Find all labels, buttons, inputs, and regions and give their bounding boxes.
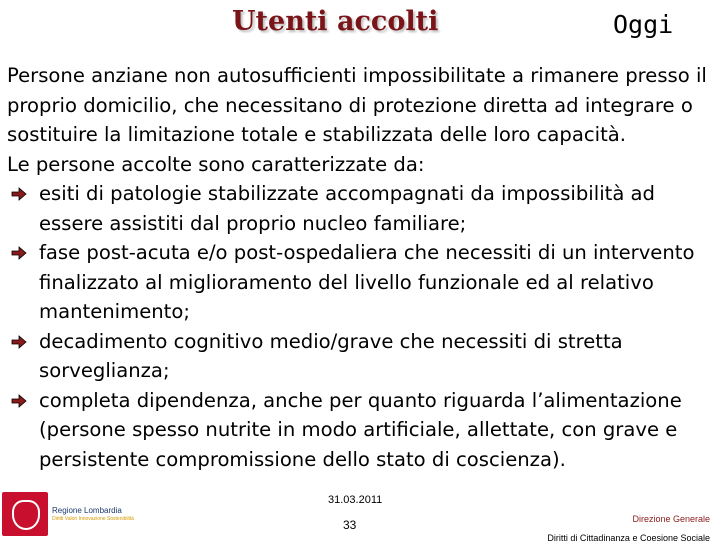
arrow-right-icon bbox=[11, 393, 27, 409]
page-number: 33 bbox=[343, 518, 357, 532]
bullet-item bbox=[7, 179, 715, 238]
bullet-item bbox=[7, 386, 715, 475]
arrow-right-icon bbox=[11, 186, 27, 202]
footer-date: 31.03.2011 bbox=[328, 494, 383, 506]
bullet-item bbox=[7, 238, 715, 327]
logo-name: Regione Lombardia bbox=[52, 506, 122, 515]
bullet-text: esiti di patologie stabilizzate accompagnati da impossibilità ad essere assistiti dal proprio nucleo familiare; bbox=[39, 182, 655, 235]
bullet-text: decadimento cognitivo medio/grave che necessiti di stretta sorveglianza; bbox=[39, 329, 623, 382]
region-logo bbox=[2, 492, 152, 536]
department-line2: Diritti di Cittadinanza e Coesione Sociale bbox=[547, 533, 710, 543]
lead-line: Le persone accolte sono caratterizzate da: bbox=[7, 152, 425, 176]
bullet-item bbox=[7, 327, 715, 386]
shield-icon bbox=[2, 492, 48, 536]
slide-subtitle: Oggi bbox=[613, 10, 674, 39]
arrow-right-icon bbox=[11, 245, 27, 261]
department-credit bbox=[547, 510, 710, 548]
bullet-text: completa dipendenza, anche per quanto riguarda l’alimentazione (persone spesso nutrite in modo artificiale, allettate, con grave e persistente compromissione dello stato di coscienza). bbox=[39, 388, 682, 471]
intro-paragraph: Persone anziane non autosufficienti impossibilitate a rimanere presso il proprio domicilio, che necessitano di protezione diretta ad integrare o sostituire la limitazione totale e stabilizzata delle loro capacità. bbox=[7, 64, 707, 146]
bullet-text: fase post-acuta e/o post-ospedaliera che necessiti di un intervento finalizzato al miglioramento del livello funzionale ed al relativo mantenimento; bbox=[39, 241, 695, 323]
slide-body bbox=[7, 61, 715, 474]
logo-tagline: Diritti Valori Innovazione Sostenibilità bbox=[52, 516, 134, 522]
arrow-right-icon bbox=[11, 334, 27, 350]
department-line1: Direzione Generale bbox=[632, 514, 710, 524]
slide-title: Utenti accolti bbox=[232, 6, 439, 37]
